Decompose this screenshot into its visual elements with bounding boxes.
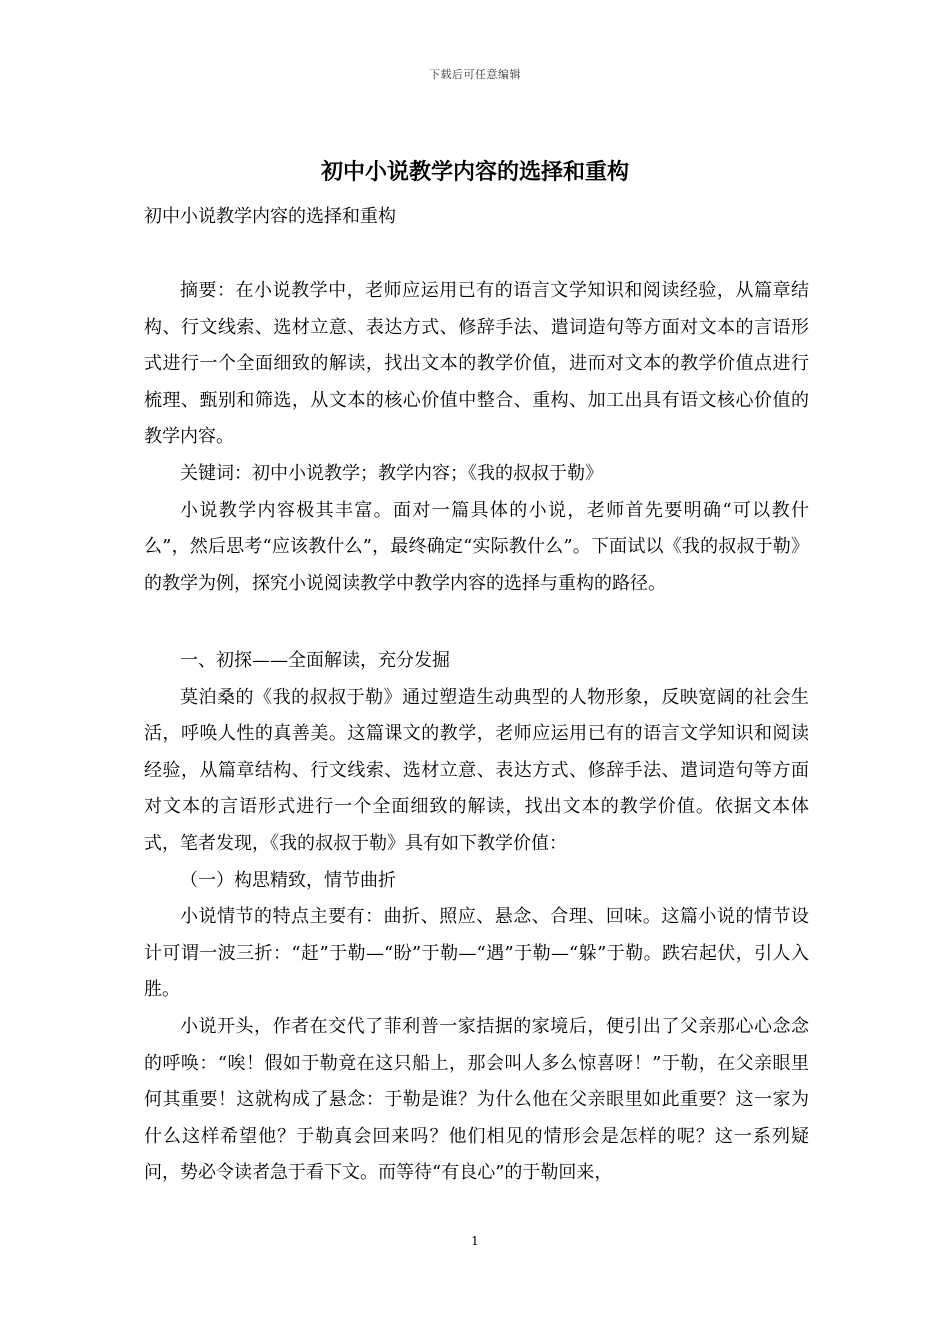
opening-analysis-paragraph: 小说开头，作者在交代了菲利普一家拮据的家境后，便引出了父亲那心心念念的呼唤：“唉！假如于勒竟在这只船上，那会叫人多么惊喜呀！”于勒，在父亲眼里何其重要！这就构成了悬念：于勒是谁？为什么他在父亲眼里如此重要？这一家为什么这样希望他？于勒真会回来吗？他们相见的情形会是怎样的呢？这一系列疑问，势必令读者急于看下文。而等待“有良心”的于勒回来， bbox=[144, 1015, 809, 1184]
intro-paragraph: 小说教学内容极其丰富。面对一篇具体的小说，老师首先要明确“可以教什么”，然后思考“应该教什么”，最终确定“实际教什么”。下面试以《我的叔叔于勒》的教学为例，探究小说阅读教学中教学内容的选择与重构的路径。 bbox=[144, 499, 809, 594]
document-title: 初中小说教学内容的选择和重构 bbox=[320, 159, 629, 185]
section-paragraph: 莫泊桑的《我的叔叔于勒》通过塑造生动典型的人物形象，反映宽阔的社会生活，呼唤人性的真善美。这篇课文的教学，老师应运用已有的语言文学知识和阅读经验，从篇章结构、行文线索、选材立意、表达方式、修辞手法、遣词造句等方面对文本的言语形式进行一个全面细致的解读，找出文本的教学价值。依据文本体式，笔者发现，《我的叔叔于勒》具有如下教学价值： bbox=[144, 686, 809, 854]
abstract-block bbox=[144, 273, 809, 602]
document-subtitle: 初中小说教学内容的选择和重构 bbox=[144, 206, 396, 227]
keywords-paragraph: 关键词：初中小说教学；教学内容；《我的叔叔于勒》 bbox=[180, 462, 603, 484]
page-number: 1 bbox=[471, 1234, 479, 1248]
page-header: 下载后可任意编辑 bbox=[429, 68, 521, 81]
section-heading: 一、初探——全面解读，充分发掘 bbox=[180, 650, 450, 671]
subsection-paragraph: 小说情节的特点主要有：曲折、照应、悬念、合理、回味。这篇小说的情节设计可谓一波三折：“赶”于勒—“盼”于勒—“遇”于勒—“躲”于勒。跌宕起伏，引人入胜。 bbox=[144, 906, 809, 1001]
abstract-paragraph: 摘要：在小说教学中，老师应运用已有的语言文学知识和阅读经验，从篇章结构、行文线索、选材立意、表达方式、修辞手法、遣词造句等方面对文本的言语形式进行一个全面细致的解读，找出文本的教学价值，进而对文本的教学价值点进行梳理、甄别和筛选，从文本的核心价值中整合、重构、加工出具有语文核心价值的教学内容。 bbox=[144, 280, 809, 448]
subsection-heading: （一）构思精致，情节曲折 bbox=[180, 869, 396, 891]
section-one-block bbox=[144, 643, 809, 1192]
